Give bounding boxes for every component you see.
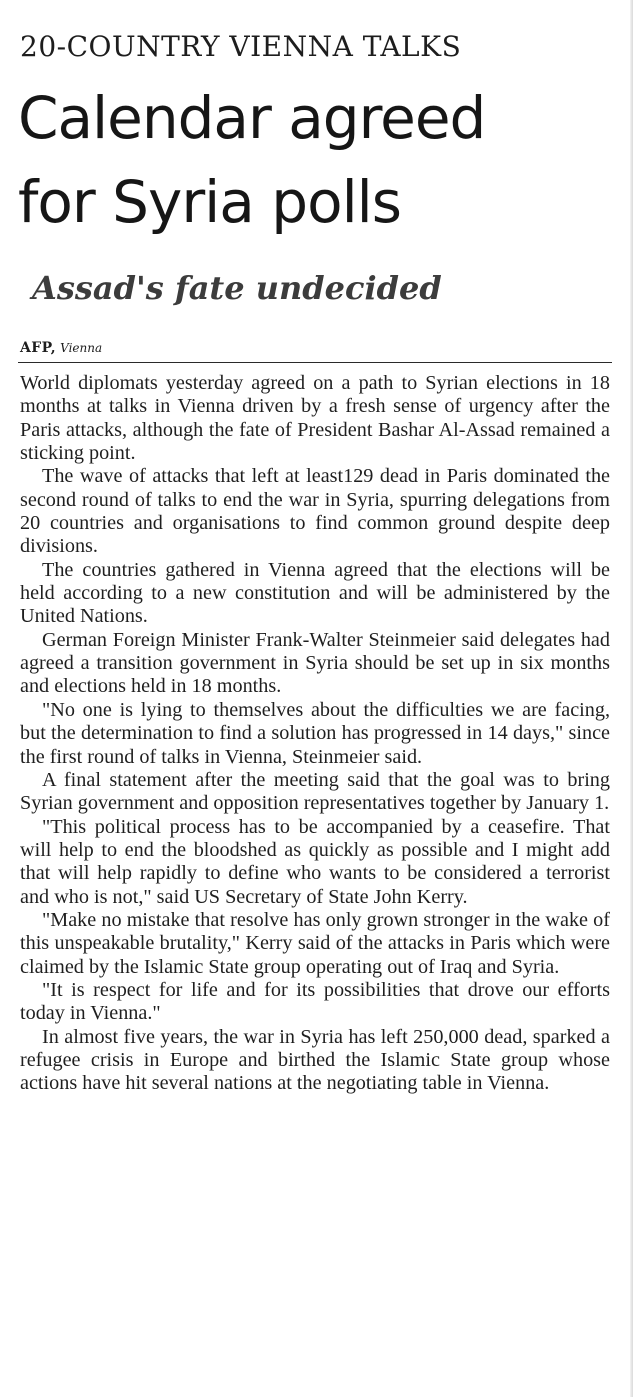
body-paragraph: In almost five years, the war in Syria has left 250,000 dead, sparked a refugee crisis in Europe and birthed the Islamic State group whose actions have hit several nations at the negotiating table in Vienna.	[20, 1025, 610, 1095]
body-paragraph: German Foreign Minister Frank-Walter Steinmeier said delegates had agreed a transition government in Syria should be set up in six months and elections held in 18 months.	[20, 628, 610, 698]
byline-agency: AFP,	[20, 340, 56, 356]
body-paragraph: "Make no mistake that resolve has only grown stronger in the wake of this unspeakable brutality," Kerry said of the attacks in Paris which were claimed by the Islamic State group operating out of Iraq and Syria.	[20, 908, 610, 978]
body-paragraph: "This political process has to be accompanied by a ceasefire. That will help to end the bloodshed as quickly as possible and I might add that will help rapidly to define who wants to be considered a terrorist and who is not," said US Secretary of State John Kerry.	[20, 815, 610, 908]
headline-line-2: for Syria polls	[18, 168, 402, 236]
article-body	[20, 372, 610, 1096]
article-subheadline: Assad's fate undecided	[32, 269, 442, 307]
body-paragraph: The wave of attacks that left at least129 dead in Paris dominated the second round of talks to end the war in Syria, spurring delegations from 20 countries and organisations to find common ground despite deep divisions.	[20, 465, 610, 558]
body-paragraph: A final statement after the meeting said that the goal was to bring Syrian government and opposition representatives together by January 1.	[20, 768, 610, 815]
article-kicker: 20-COUNTRY VIENNA TALKS	[20, 30, 462, 63]
news-article	[18, 0, 612, 1397]
headline-line-1: Calendar agreed	[18, 84, 486, 152]
body-paragraph: The countries gathered in Vienna agreed that the elections will be held according to a new constitution and will be administered by the United Nations.	[20, 558, 610, 628]
body-paragraph: "No one is lying to themselves about the difficulties we are facing, but the determination to find a solution has progressed in 14 days," since the first round of talks in Vienna, Steinmeier said.	[20, 698, 610, 768]
body-paragraph: "It is respect for life and for its possibilities that drove our efforts today in Vienna."	[20, 978, 610, 1025]
byline-dateline: Vienna	[60, 341, 103, 355]
byline-divider	[18, 362, 612, 363]
article-headline	[18, 76, 612, 244]
byline	[20, 339, 102, 358]
body-paragraph: World diplomats yesterday agreed on a path to Syrian elections in 18 months at talks in Vienna driven by a fresh sense of urgency after the Paris attacks, although the fate of President Bashar Al-Assad remained a sticking point.	[20, 372, 610, 465]
